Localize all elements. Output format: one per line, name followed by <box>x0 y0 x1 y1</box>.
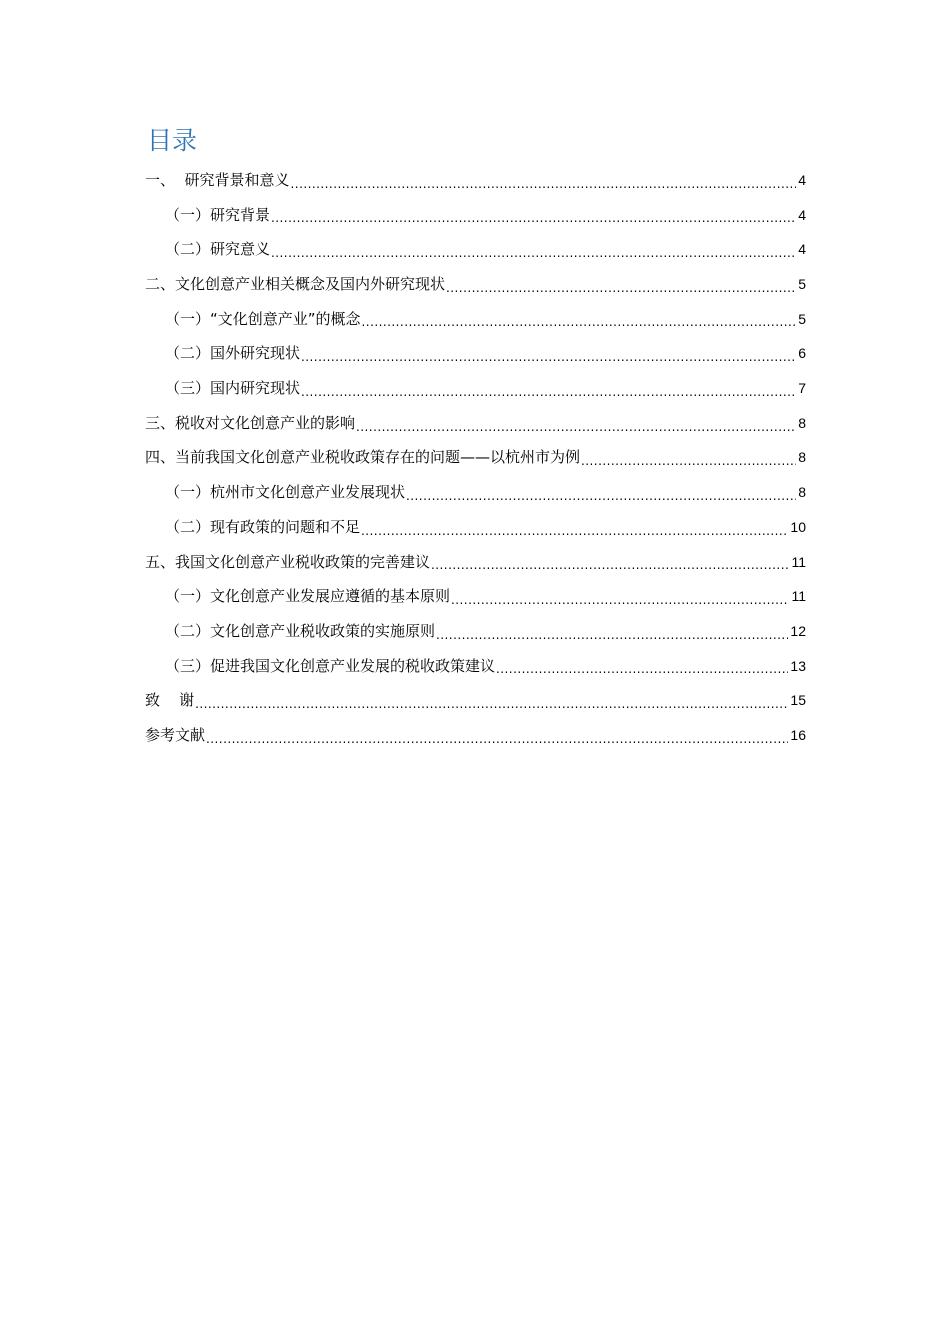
toc-entry-label: （三）国内研究现状 <box>165 379 301 398</box>
toc-entry-page: 4 <box>798 241 806 258</box>
toc-entry-page: 4 <box>798 171 806 188</box>
toc-entry[interactable] <box>145 441 806 476</box>
toc-entry[interactable] <box>145 163 806 198</box>
toc-entry-label: （二）文化创意产业税收政策的实施原则 <box>165 621 436 640</box>
toc-dot-leader <box>270 232 796 267</box>
toc-entry-page: 5 <box>798 310 806 327</box>
toc-entry-label: （二）研究意义 <box>165 240 271 259</box>
toc-entry-label: 二、文化创意产业相关概念及国内外研究现状 <box>145 275 446 294</box>
toc-entry[interactable] <box>145 232 806 267</box>
toc-entry[interactable] <box>145 336 806 371</box>
toc-dot-leader <box>290 163 797 198</box>
toc-entry-page: 5 <box>798 276 806 293</box>
toc-entry-page: 16 <box>790 726 806 743</box>
toc-dot-leader <box>405 475 796 510</box>
toc-entry-label: （一）杭州市文化创意产业发展现状 <box>165 483 406 502</box>
toc-dot-leader <box>495 649 788 684</box>
toc-entry-label: （三）促进我国文化创意产业发展的税收政策建议 <box>165 656 496 675</box>
toc-dot-leader <box>445 267 796 302</box>
toc-entry-label: （二）国外研究现状 <box>165 344 301 363</box>
toc-entry-page: 11 <box>791 553 806 570</box>
toc-dot-leader <box>194 683 788 718</box>
toc-entry-page: 4 <box>798 206 806 223</box>
toc-entry-label: 参考文献 <box>145 725 206 744</box>
toc-entry-page: 11 <box>791 588 806 605</box>
toc-entry-label: （一）研究背景 <box>165 205 271 224</box>
toc-entry-label: （一）文化创意产业发展应遵循的基本原则 <box>165 587 451 606</box>
toc-dot-leader <box>205 718 788 753</box>
toc-dot-leader <box>300 371 796 406</box>
toc-entry[interactable] <box>145 475 806 510</box>
toc-entry[interactable] <box>145 718 806 753</box>
toc-entry[interactable] <box>145 579 806 614</box>
toc-entry-label: 三、税收对文化创意产业的影响 <box>145 413 356 432</box>
toc-entry-label: 一、 研究背景和意义 <box>145 170 290 189</box>
toc-dot-leader <box>430 545 789 580</box>
toc-entry-page: 8 <box>798 484 806 501</box>
toc-entry[interactable] <box>145 371 806 406</box>
toc-entry-page: 8 <box>798 449 806 466</box>
toc-dot-leader <box>270 198 796 233</box>
toc-entry[interactable] <box>145 302 806 337</box>
toc-entry-page: 6 <box>798 345 806 362</box>
toc-list <box>145 163 806 753</box>
toc-dot-leader <box>300 336 796 371</box>
toc-entry-label: 四、当前我国文化创意产业税收政策存在的问题——以杭州市为例 <box>145 448 581 467</box>
toc-dot-leader <box>361 302 797 337</box>
toc-entry-label: （二）现有政策的问题和不足 <box>165 517 361 536</box>
toc-entry[interactable] <box>145 267 806 302</box>
toc-dot-leader <box>355 406 796 441</box>
toc-dot-leader <box>580 441 796 476</box>
toc-entry[interactable] <box>145 649 806 684</box>
toc-entry-page: 15 <box>790 692 806 709</box>
toc-entry-page: 13 <box>790 657 806 674</box>
toc-entry-label: 致 谢 <box>145 691 195 710</box>
toc-entry[interactable] <box>145 406 806 441</box>
toc-title: 目录 <box>147 126 198 155</box>
toc-entry[interactable] <box>145 545 806 580</box>
toc-entry-label: 五、我国文化创意产业税收政策的完善建议 <box>145 552 431 571</box>
toc-entry-page: 10 <box>790 518 806 535</box>
toc-entry[interactable] <box>145 198 806 233</box>
toc-entry-page: 12 <box>790 622 806 639</box>
toc-entry[interactable] <box>145 614 806 649</box>
toc-entry[interactable] <box>145 683 806 718</box>
toc-entry-page: 7 <box>798 380 806 397</box>
toc-dot-leader <box>360 510 788 545</box>
toc-entry[interactable] <box>145 510 806 545</box>
toc-entry-page: 8 <box>798 414 806 431</box>
toc-dot-leader <box>450 579 789 614</box>
toc-entry-label: （一）“文化创意产业”的概念 <box>165 309 361 328</box>
toc-dot-leader <box>435 614 788 649</box>
